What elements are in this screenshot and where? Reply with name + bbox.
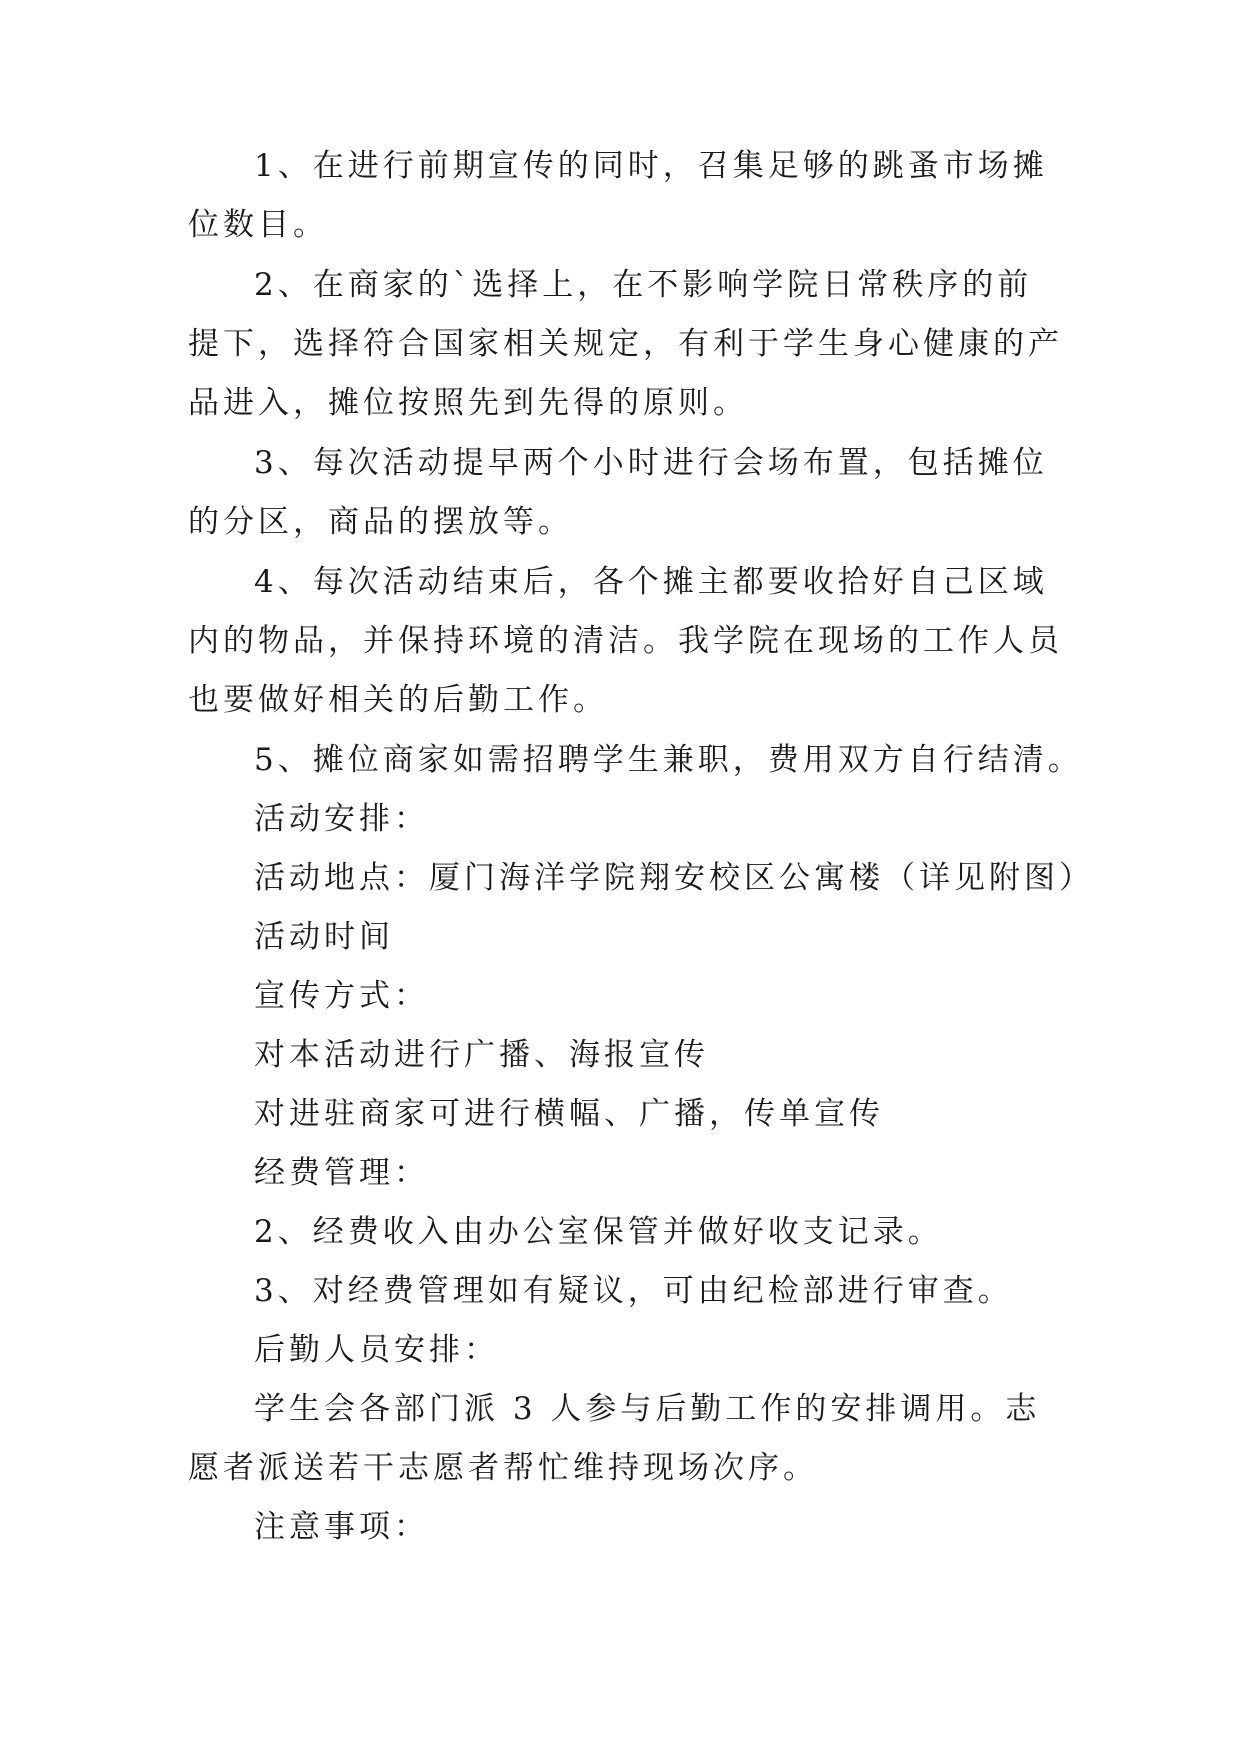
section-heading-logistics: 后勤人员安排： [254, 1332, 499, 1368]
paragraph-item-2: 2、在商家的`选择上，在不影响学院日常秩序的前提下，选择符合国家相关规定，有利于学生身心健康的产品进入，摊位按照先到先得的原则。 [188, 267, 1063, 421]
logistics-paragraph: 学生会各部门派 3 人参与后勤工作的安排调用。志愿者派送若干志愿者帮忙维持现场次序。 [188, 1391, 1041, 1486]
activity-time: 活动时间 [254, 919, 394, 955]
section-heading-funding: 经费管理： [254, 1155, 429, 1191]
paragraph-item-4: 4、每次活动结束后，各个摊主都要收拾好自己区域内的物品，并保持环境的清洁。我学院在现场的工作人员也要做好相关的后勤工作。 [188, 564, 1063, 718]
section-heading-notes: 注意事项： [254, 1509, 429, 1545]
paragraph-item-3: 3、每次活动提早两个小时进行会场布置，包括摊位的分区，商品的摆放等。 [188, 445, 1048, 540]
promotion-item-2: 对进驻商家可进行横幅、广播，传单宣传 [254, 1096, 884, 1132]
section-heading-promotion: 宣传方式： [254, 978, 429, 1014]
funding-item-2: 2、经费收入由办公室保管并做好收支记录。 [254, 1214, 943, 1250]
activity-location: 活动地点：厦门海洋学院翔安校区公寓楼（详见附图） [254, 860, 1094, 896]
paragraph-item-1: 1、在进行前期宣传的同时，召集足够的跳蚤市场摊位数目。 [188, 148, 1048, 243]
funding-item-3: 3、对经费管理如有疑议，可由纪检部进行审查。 [254, 1273, 1013, 1309]
paragraph-item-5: 5、摊位商家如需招聘学生兼职，费用双方自行结清。 [254, 742, 1083, 778]
promotion-item-1: 对本活动进行广播、海报宣传 [254, 1037, 709, 1073]
section-heading-activity-arrangement: 活动安排： [254, 801, 429, 837]
